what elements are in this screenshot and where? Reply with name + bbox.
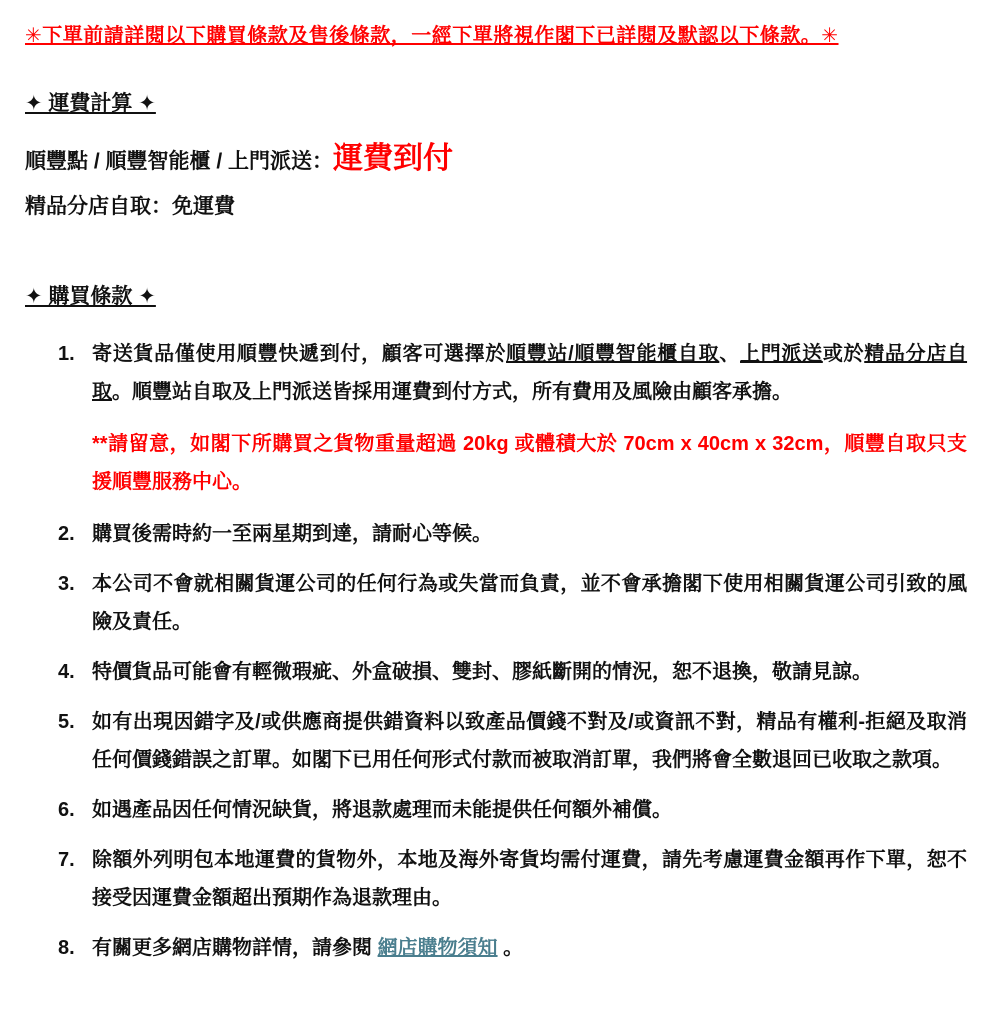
term-8-text: 有關更多網店購物詳情，請參閱 <box>92 937 378 959</box>
purchase-terms-list <box>58 335 967 967</box>
term-item-8 <box>58 929 967 967</box>
term-number: 4. <box>58 661 75 683</box>
term-item-4 <box>58 653 967 691</box>
term-item-6 <box>58 791 967 829</box>
term-text: 購買後需時約一至兩星期到達，請耐心等候。 <box>92 523 492 545</box>
term-1-text: 。順豐站自取及上門派送皆採用運費到付方式，所有費用及風險由顧客承擔。 <box>112 381 792 403</box>
term-number: 5. <box>58 711 75 733</box>
term-text: 除額外列明包本地運費的貨物外，本地及海外寄貨均需付運費，請先考慮運費金額再作下單，恕不接受因運費金額超出預期作為退款理由。 <box>92 849 967 909</box>
term-text: 特價貨品可能會有輕微瑕疵、外盒破損、雙封、膠紙斷開的情況，恕不退換，敬請見諒。 <box>92 661 872 683</box>
term-text: 如有出現因錯字及/或供應商提供錯資料以致產品價錢不對及/或資訊不對，精品有權利-拒絕及取消任何價錢錯誤之訂單。如閣下已用任何形式付款而被取消訂單，我們將會全數退回已收取之款項。 <box>92 711 967 771</box>
term-item-7 <box>58 841 967 917</box>
term-text <box>92 929 967 967</box>
term-1-separator: 、 <box>719 343 741 365</box>
term-item-1 <box>58 335 967 503</box>
term-number: 6. <box>58 799 75 821</box>
term-1-paragraph <box>92 335 967 411</box>
shipping-methods-line <box>25 142 967 179</box>
store-pickup-underlined: 精品分店自取 <box>92 343 968 403</box>
term-item-2 <box>58 515 967 553</box>
term-text: 本公司不會就相關貨運公司的任何行為或失當而負責，並不會承擔閣下使用相關貨運公司引致的風險及責任。 <box>92 573 967 633</box>
term-number: 8. <box>58 937 75 959</box>
term-number: 1. <box>58 343 75 365</box>
pre-order-notice: ✳下單前請詳閱以下購買條款及售後條款，一經下單將視作閣下已詳閱及默認以下條款。✳ <box>25 25 839 47</box>
sf-station-pickup-underlined: 順豐站/順豐智能櫃自取 <box>506 343 720 365</box>
door-delivery-underlined: 上門派送 <box>740 343 823 365</box>
freight-collect-value: 運費到付 <box>333 142 454 175</box>
store-pickup-line: 精品分店自取：免運費 <box>25 195 235 218</box>
term-text <box>92 335 967 503</box>
purchase-terms-heading: ✦ 購買條款 ✦ <box>25 285 156 308</box>
term-item-3 <box>58 565 967 641</box>
term-number: 3. <box>58 573 75 595</box>
term-8-text: 。 <box>497 937 524 959</box>
weight-size-limit-note: **請留意，如閣下所購買之貨物重量超過 20kg 或體積大於 70cm x 40cm x 32cm，順豐自取只支援順豐服務中心。 <box>92 433 967 493</box>
term-item-5 <box>58 703 967 779</box>
online-shopping-guide-link[interactable]: 網店購物須知 <box>377 937 498 959</box>
term-1-text: 或於 <box>822 343 865 365</box>
term-1-text: 寄送貨品僅使用順豐快遞到付，顧客可選擇於 <box>92 343 507 365</box>
shipping-methods-label: 順豐點 / 順豐智能櫃 / 上門派送： <box>25 150 334 173</box>
term-number: 7. <box>58 849 75 871</box>
term-number: 2. <box>58 523 75 545</box>
term-text: 如遇產品因任何情況缺貨，將退款處理而未能提供任何額外補償。 <box>92 799 672 821</box>
shipping-calculation-heading: ✦ 運費計算 ✦ <box>25 92 156 115</box>
